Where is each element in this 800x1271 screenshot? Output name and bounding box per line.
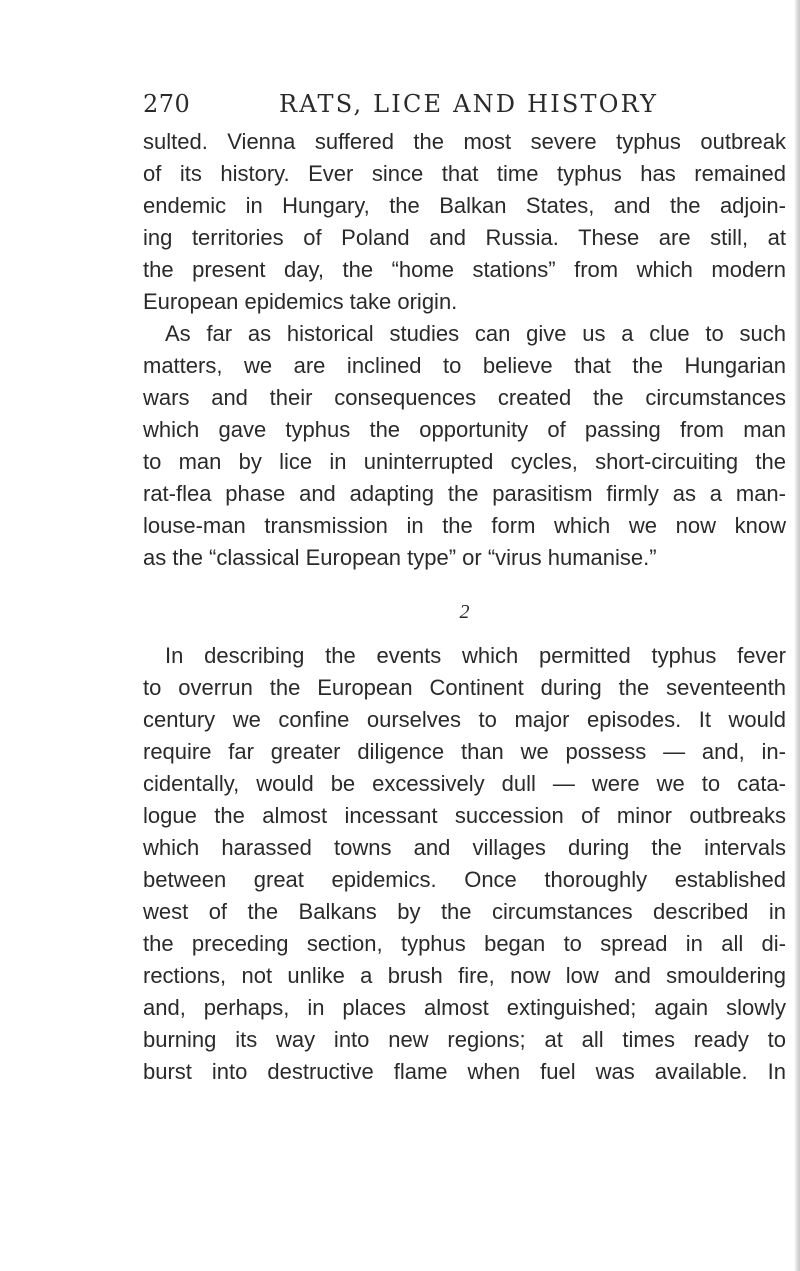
page-header xyxy=(143,90,703,124)
text-line: wars and their consequences created the circumstances xyxy=(143,385,786,410)
text-line: to man by lice in uninterrupted cycles, short-circuiting the xyxy=(143,449,786,474)
text-line: ing territories of Poland and Russia. These are still, at xyxy=(143,225,786,250)
text-line: the present day, the “home stations” from which modern xyxy=(143,257,786,282)
text-line: burning its way into new regions; at all times ready to xyxy=(143,1027,786,1052)
page-edge-shadow xyxy=(794,0,800,1271)
paragraph xyxy=(143,126,786,318)
text-line: between great epidemics. Once thoroughly established xyxy=(143,867,786,892)
text-line: as the “classical European type” or “virus humanise.” xyxy=(143,545,657,570)
text-line: As far as historical studies can give us a clue to such xyxy=(165,321,786,346)
text-line: sulted. Vienna suffered the most severe typhus outbreak xyxy=(143,129,786,154)
text-line: west of the Balkans by the circumstances described in xyxy=(143,899,786,924)
paragraph xyxy=(143,640,786,1088)
text-line: which gave typhus the opportunity of passing from man xyxy=(143,417,786,442)
text-line: endemic in Hungary, the Balkan States, and the adjoin- xyxy=(143,193,786,218)
text-line: require far greater diligence than we possess — and, in- xyxy=(143,739,786,764)
text-line: century we confine ourselves to major episodes. It would xyxy=(143,707,786,732)
section-number: 2 xyxy=(459,601,470,623)
body-text xyxy=(143,126,786,1088)
text-line: matters, we are inclined to believe that the Hungarian xyxy=(143,353,786,378)
text-line: of its history. Ever since that time typhus has remained xyxy=(143,161,786,186)
text-line: and, perhaps, in places almost extinguished; again slowly xyxy=(143,995,786,1020)
text-line: rections, not unlike a brush fire, now low and smouldering xyxy=(143,963,786,988)
text-line: burst into destructive flame when fuel was available. In xyxy=(143,1059,786,1084)
text-line: the preceding section, typhus began to spread in all di- xyxy=(143,931,786,956)
paragraph xyxy=(143,318,786,574)
text-line: cidentally, would be excessively dull — were we to cata- xyxy=(143,771,786,796)
text-line: logue the almost incessant succession of minor outbreaks xyxy=(143,803,786,828)
text-line: European epidemics take origin. xyxy=(143,289,458,314)
running-head: RATS, LICE AND HISTORY xyxy=(279,90,659,118)
text-line: to overrun the European Continent during the seventeenth xyxy=(143,675,786,700)
page-number: 270 xyxy=(143,90,191,118)
text-line: In describing the events which permitted typhus fever xyxy=(165,643,786,668)
text-line: rat-flea phase and adapting the parasitism firmly as a man- xyxy=(143,481,786,506)
text-line: which harassed towns and villages during the intervals xyxy=(143,835,786,860)
text-line: louse-man transmission in the form which we now know xyxy=(143,513,786,538)
